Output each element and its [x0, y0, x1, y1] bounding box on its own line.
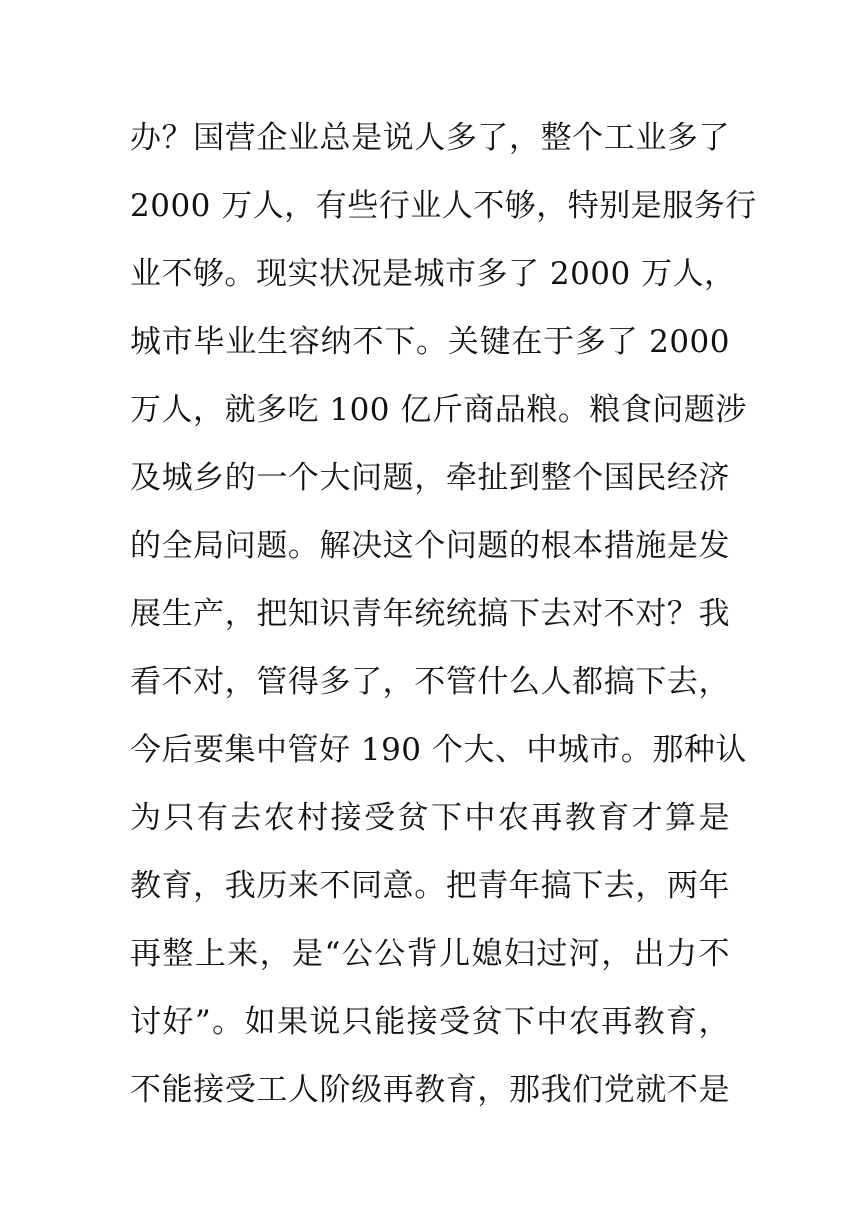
text-line: 及城乡的一个大问题，牵扯到整个国民经济 — [130, 460, 730, 496]
text-line: 教育，我历来不同意。把青年搞下去，两年 — [130, 868, 730, 904]
text-line: 城市毕业生容纳不下。关键在于多了 2000 — [130, 324, 730, 360]
text-line: 不能接受工人阶级再教育，那我们党就不是 — [130, 1072, 730, 1108]
text-line: 2000 万人，有些行业人不够，特别是服务行 — [130, 188, 757, 224]
text-line: 今后要集中管好 190 个大、中城市。那种认 — [130, 732, 747, 768]
text-line: 展生产，把知识青年统统搞下去对不对？我 — [130, 596, 730, 632]
text-line: 为只有去农村接受贫下中农再教育才算是 — [130, 800, 730, 836]
text-line: 讨好”。如果说只能接受贫下中农再教育， — [130, 1004, 730, 1040]
text-line: 看不对，管得多了，不管什么人都搞下去， — [130, 664, 730, 700]
text-line: 办？国营企业总是说人多了，整个工业多了 — [130, 120, 730, 156]
text-line: 再整上来，是“公公背儿媳妇过河，出力不 — [130, 936, 730, 972]
body-text — [130, 104, 757, 1124]
text-line: 万人，就多吃 100 亿斤商品粮。粮食问题涉 — [130, 392, 747, 428]
text-line: 的全局问题。解决这个问题的根本措施是发 — [130, 528, 730, 564]
text-line: 业不够。现实状况是城市多了 2000 万人， — [130, 256, 736, 292]
